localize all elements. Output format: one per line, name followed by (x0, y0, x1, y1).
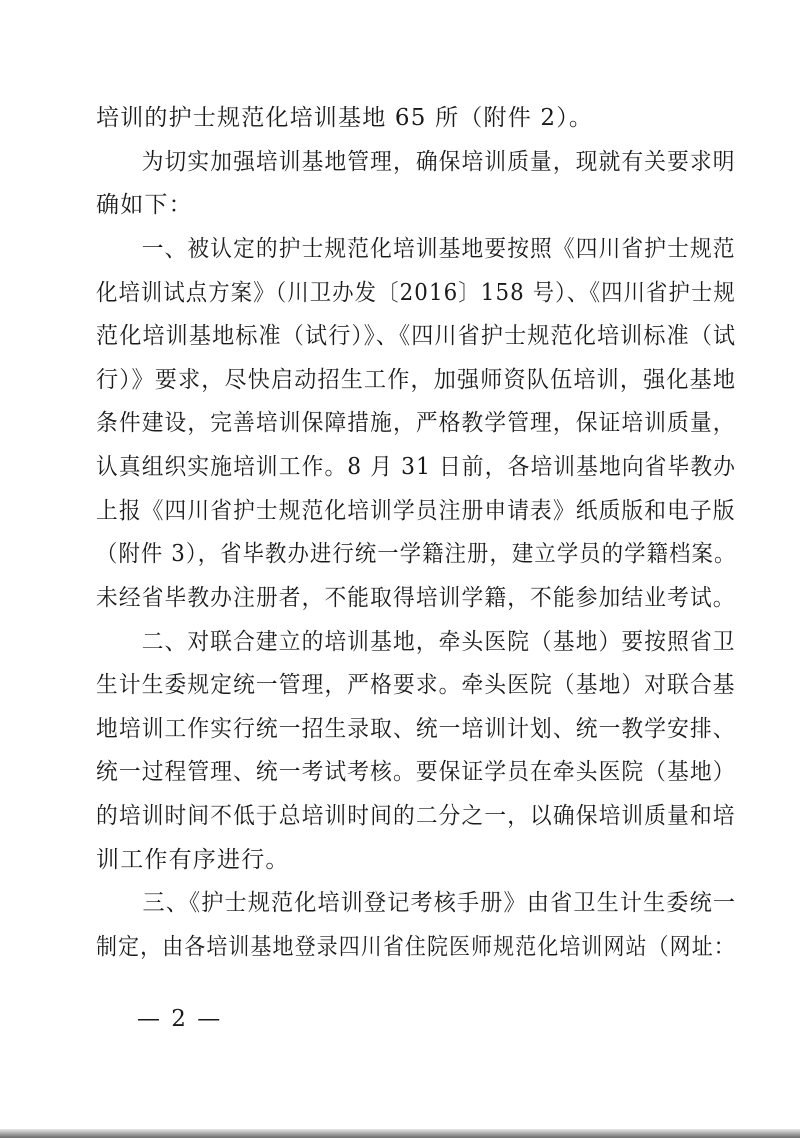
text-line: 认真组织实施培训工作。8 月 31 日前，各培训基地向省毕教办 (96, 454, 737, 480)
text-line: 为切实加强培训基地管理，确保培训质量，现就有关要求明 (96, 149, 736, 175)
text-line: 制定，由各培训基地登录四川省住院医师规范化培训网站（网址： (96, 934, 736, 960)
text-line: 培训的护士规范化培训基地 65 所（附件 2）。 (96, 105, 594, 131)
text-line: 二、对联合建立的培训基地，牵头医院（基地）要按照省卫 (96, 629, 736, 655)
text-line: 确如下： (96, 192, 193, 218)
text-line: 未经省毕教办注册者，不能取得培训学籍，不能参加结业考试。 (96, 585, 736, 611)
text-line: 范化培训基地标准（试行）》、《四川省护士规范化培训标准（试 (96, 323, 737, 349)
text-line: 化培训试点方案》（川卫办发〔2016〕158 号）、《四川省护士规 (96, 280, 736, 306)
text-line: （附件 3），省毕教办进行统一学籍注册，建立学员的学籍档案。 (96, 541, 737, 567)
text-line: 统一过程管理、统一考试考核。要保证学员在牵头医院（基地） (96, 759, 736, 785)
scan-edge-shadow (0, 1129, 800, 1138)
text-line: 三、《护士规范化培训登记考核手册》由省卫生计生委统一 (96, 890, 737, 916)
text-line: 上报《四川省护士规范化培训学员注册申请表》纸质版和电子版 (96, 498, 736, 524)
page-number: — 2 — (137, 1006, 223, 1032)
text-line: 生计生委规定统一管理，严格要求。牵头医院（基地）对联合基 (96, 672, 736, 698)
text-line: 一、被认定的护士规范化培训基地要按照《四川省护士规范 (96, 236, 736, 262)
text-line: 的培训时间不低于总培训时间的二分之一，以确保培训质量和培 (96, 803, 736, 829)
text-line: 条件建设，完善培训保障措施，严格教学管理，保证培训质量， (96, 410, 736, 436)
text-line: 地培训工作实行统一招生录取、统一培训计划、统一教学安排、 (96, 716, 736, 742)
text-line: 行）》要求，尽快启动招生工作，加强师资队伍培训，强化基地 (96, 367, 737, 393)
text-line: 训工作有序进行。 (96, 847, 290, 873)
